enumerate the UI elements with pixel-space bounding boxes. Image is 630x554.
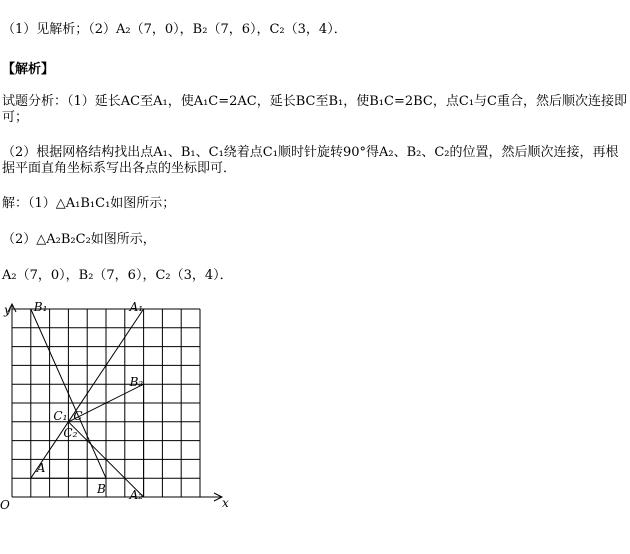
coordinate-figure (0, 296, 260, 554)
point-label-c: C (73, 408, 83, 423)
origin-label: O (0, 498, 10, 512)
section-heading: 【解析】 (2, 62, 55, 77)
point-label-a2: A₂ (129, 488, 144, 502)
point-label-c1: C₁ (53, 408, 68, 423)
x-axis-label: x (222, 496, 229, 510)
point-label-a: A (36, 461, 46, 476)
point-label-b2: B₂ (129, 375, 144, 390)
analysis-step-1: 试题分析：（1）延长AC至A₁，使A₁C=2AC，延长BC至B₁，使B₁C=2BC，点C₁与C重合，然后顺次连接即可； (2, 94, 627, 125)
y-axis-label: y (4, 303, 11, 317)
analysis-step-2: （2）根据网格结构找出点A₁、B₁、C₁绕着点C₁顺时针旋转90°得A₂、B₂、C₂的位置，然后顺次连接，再根据平面直角坐标系写出各点的坐标即可． (2, 145, 619, 176)
point-label-a1: A₁ (129, 300, 144, 314)
answer-line: （1）见解析；（2）A₂（7，0），B₂（7，6），C₂（3，4）． (2, 22, 347, 37)
solution-step-1: 解：（1）△A₁B₁C₁如图所示； (2, 196, 176, 211)
point-label-c2: C₂ (63, 425, 78, 440)
coordinates-line: A₂（7，0），B₂（7，6），C₂（3，4）． (2, 268, 233, 283)
solution-step-2: （2）△A₂B₂C₂如图所示， (2, 232, 156, 247)
point-label-b: B (97, 482, 106, 497)
point-label-b1: B₁ (33, 300, 48, 314)
